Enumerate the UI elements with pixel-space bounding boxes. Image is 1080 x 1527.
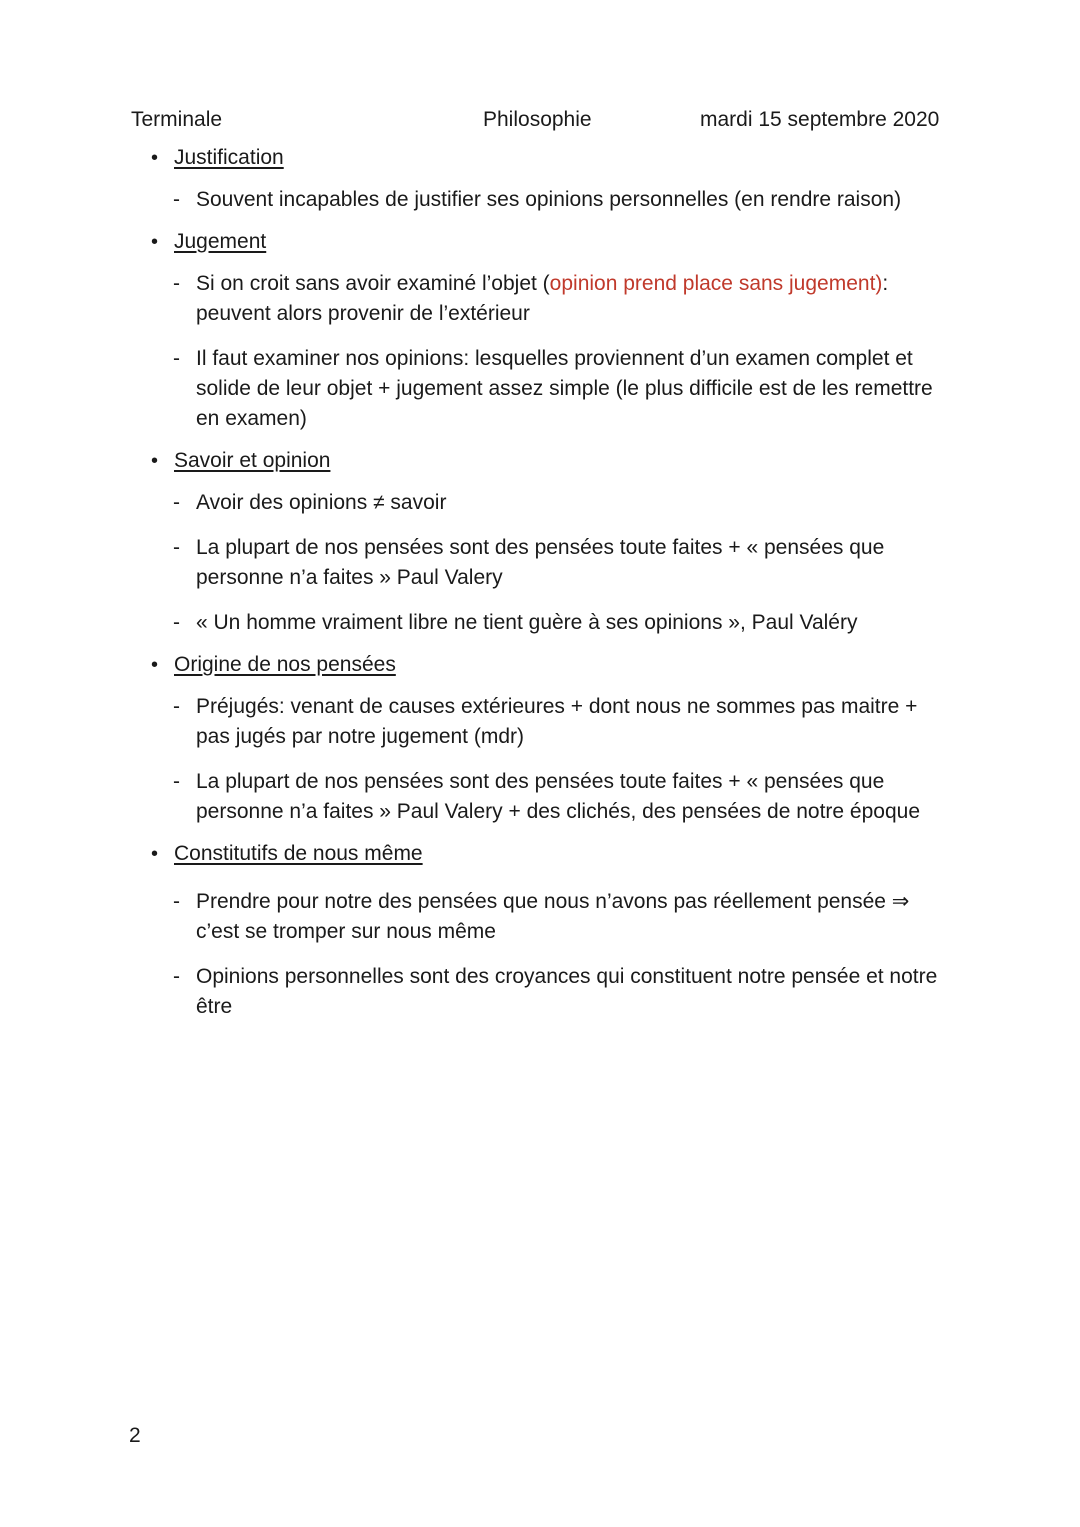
list-item: - Prendre pour notre des pensées que nous n’avons pas réellement pensée ⇒ c’est se tromper sur nous même — [0, 887, 956, 947]
bullet-icon: • — [151, 843, 159, 865]
dash-icon: - — [173, 695, 180, 718]
header-date: mardi 15 septembre 2020 — [700, 108, 940, 131]
dash-icon: - — [173, 491, 180, 514]
section-origine-pensees — [0, 647, 1080, 827]
section-title: Justification — [174, 146, 284, 169]
section-heading — [0, 443, 1080, 479]
list-item: - Opinions personnelles sont des croyances qui constituent notre pensée et notre être — [0, 962, 956, 1022]
section-jugement — [0, 224, 1080, 434]
section-heading — [0, 836, 1080, 872]
list-item: - La plupart de nos pensées sont des pensées toute faites + « pensées que personne n’a faites » Paul Valery + des clichés, des pensées de notre époque — [0, 767, 956, 827]
bullet-icon: • — [151, 654, 159, 676]
bullet-icon: • — [151, 231, 159, 253]
list-item: - Souvent incapables de justifier ses opinions personnelles (en rendre raison) — [0, 185, 956, 215]
dash-icon: - — [173, 890, 180, 913]
section-title: Jugement — [174, 230, 267, 253]
list-item: - « Un homme vraiment libre ne tient guère à ses opinions », Paul Valéry — [0, 608, 956, 638]
page-header — [0, 108, 1080, 136]
dash-icon: - — [173, 965, 180, 988]
dash-icon: - — [173, 611, 180, 634]
section-heading — [0, 647, 1080, 683]
dash-icon: - — [173, 188, 180, 211]
section-savoir-opinion — [0, 443, 1080, 638]
list-item: - Si on croit sans avoir examiné l’objet (opinion prend place sans jugement): peuvent alors provenir de l’extérieur — [0, 269, 956, 329]
section-title: Constitutifs de nous même — [174, 842, 423, 865]
list-item: - Avoir des opinions ≠ savoir — [0, 488, 956, 518]
bullet-icon: • — [151, 450, 159, 472]
section-title: Origine de nos pensées — [174, 653, 396, 676]
header-subject: Philosophie — [483, 108, 592, 131]
bullet-icon: • — [151, 147, 159, 169]
section-title: Savoir et opinion — [174, 449, 331, 472]
page-number: 2 — [129, 1424, 141, 1447]
list-item: - La plupart de nos pensées sont des pensées toute faites + « pensées que personne n’a faites » Paul Valery — [0, 533, 956, 593]
dash-icon: - — [173, 272, 180, 295]
dash-icon: - — [173, 347, 180, 370]
header-class: Terminale — [131, 108, 223, 131]
dash-icon: - — [173, 536, 180, 559]
notes-content — [0, 140, 1080, 1022]
section-justification — [0, 140, 1080, 215]
list-item: - Préjugés: venant de causes extérieures + dont nous ne sommes pas maitre + pas jugés par notre jugement (mdr) — [0, 692, 956, 752]
list-item: - Il faut examiner nos opinions: lesquelles proviennent d’un examen complet et solide de leur objet + jugement assez simple (le plus difficile est de les remettre en examen) — [0, 344, 956, 434]
section-constitutifs — [0, 836, 1080, 1022]
highlighted-text: opinion prend place sans jugement) — [549, 272, 883, 295]
section-heading — [0, 140, 1080, 176]
section-heading — [0, 224, 1080, 260]
dash-icon: - — [173, 770, 180, 793]
